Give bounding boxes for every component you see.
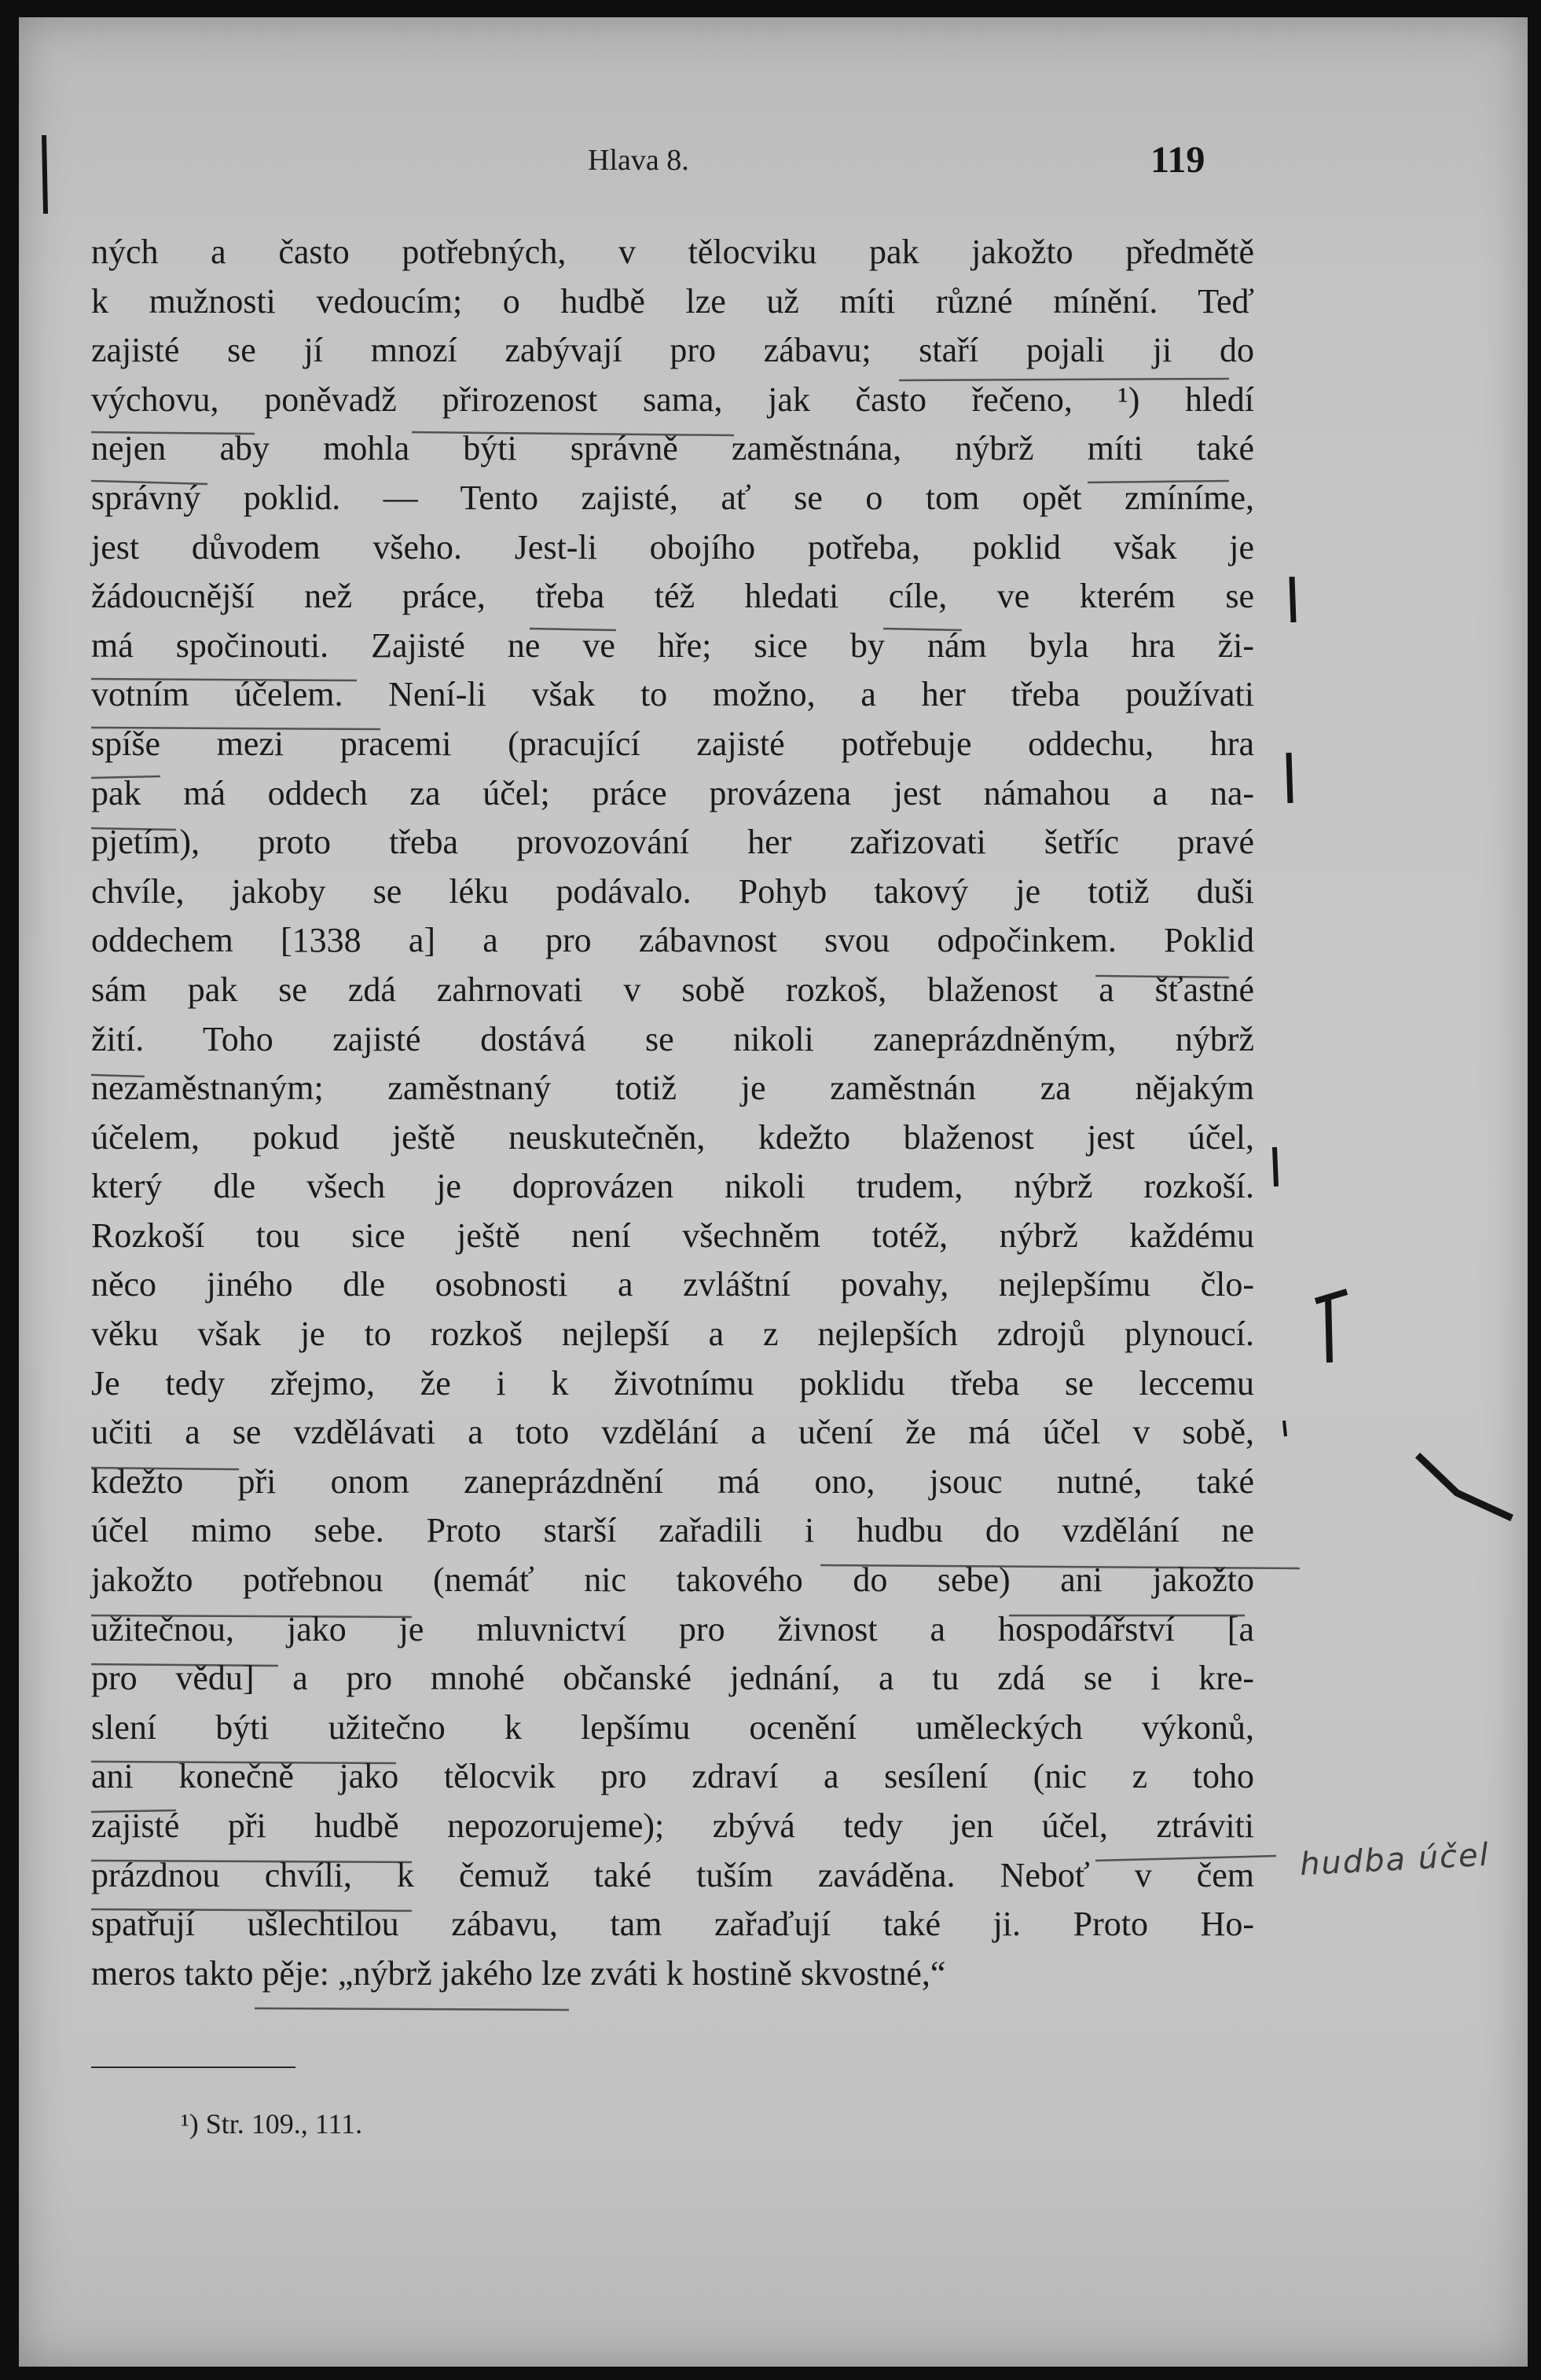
text-line: jest důvodem všeho. Jest-li obojího potřeba, poklid však je	[91, 527, 1254, 567]
text-line: zajisté při hudbě nepozorujeme); zbývá tedy jen účel, ztráviti	[91, 1806, 1254, 1845]
handwritten-margin-note: hudba účel	[1298, 1836, 1491, 1883]
text-line: ných a často potřebných, v tělocviku pak jakožto předmětě	[91, 233, 1254, 271]
text-line: oddechem [1338 a] a pro zábavnost svou odpočinkem. Poklid	[91, 921, 1254, 960]
book-page	[19, 17, 1528, 2367]
text-line: slení býti užitečno k lepšímu ocenění uměleckých výkonů,	[91, 1707, 1254, 1747]
text-line: kdežto při onom zaneprázdnění má ono, jsouc nutné, také	[91, 1461, 1254, 1501]
text-line: žití. Toho zajisté dostává se nikoli zaneprázdněným, nýbrž	[91, 1019, 1254, 1058]
text-line: spíše mezi pracemi (pracující zajisté potřebuje oddechu, hra	[91, 724, 1254, 763]
text-line: Rozkoší tou sice ještě není všechněm totéž, nýbrž každému	[91, 1216, 1254, 1255]
text-line: ani konečně jako tělocvik pro zdraví a sesílení (nic z toho	[91, 1757, 1254, 1796]
page-header	[19, 135, 1528, 198]
text-line: meros takto pěje: „nýbrž jakého lze zváti k hostině skvostné,“	[91, 1953, 946, 1993]
text-line: Je tedy zřejmo, že i k životnímu poklidu třeba se leccemu	[91, 1363, 1254, 1403]
text-line: chvíle, jakoby se léku podávalo. Pohyb takový je totiž duši	[91, 871, 1254, 911]
text-line: výchovu, poněvadž přirozenost sama, jak často řečeno, ¹) hledí	[91, 380, 1254, 419]
margin-stroke	[1284, 1421, 1286, 1436]
text-line: pak má oddech za účel; práce provázena jest námahou a na-	[91, 773, 1254, 812]
text-line: užitečnou, jako je mluvnictví pro živnost a hospodářství [a	[91, 1609, 1254, 1648]
margin-stroke	[1275, 1147, 1276, 1186]
text-line: pjetím), proto třeba provozování her zařizovati šetříc pravé	[91, 823, 1254, 862]
page-number: 119	[1150, 139, 1205, 181]
text-line: správný poklid. — Tento zajisté, ať se o tom opět zmíníme,	[91, 478, 1254, 517]
text-line: prázdnou chvíli, k čemuž také tuším zaváděna. Neboť v čem	[91, 1855, 1254, 1894]
margin-stroke	[1315, 1292, 1347, 1362]
margin-stroke	[1418, 1455, 1512, 1518]
text-line: účel mimo sebe. Proto starší zařadili i hudbu do vzdělání ne	[91, 1511, 1254, 1550]
text-line: votním účelem. Není-li však to možno, a her třeba používati	[91, 675, 1254, 714]
text-line: zajisté se jí mnozí zabývají pro zábavu; staří pojali ji do	[91, 331, 1254, 370]
footnote-rule	[91, 2066, 295, 2068]
margin-stroke	[1289, 753, 1290, 803]
text-line: k mužnosti vedoucím; o hudbě lze už míti různé mínění. Teď	[91, 281, 1254, 321]
footnote: ¹) Str. 109., 111.	[181, 2108, 363, 2140]
margin-stroke	[1292, 577, 1293, 622]
text-line: jakožto potřebnou (nemáť nic takového do sebe) ani jakožto	[91, 1560, 1254, 1600]
text-line: žádoucnější než práce, třeba též hledati cíle, ve kterém se	[91, 577, 1254, 616]
running-head: Hlava 8.	[588, 144, 689, 177]
text-line: učiti a se vzdělávati a toto vzdělání a učení že má účel v sobě,	[91, 1413, 1254, 1452]
text-line: něco jiného dle osobnosti a zvláštní povahy, nejlepšímu člo-	[91, 1265, 1254, 1304]
text-line: sám pak se zdá zahrnovati v sobě rozkoš, blaženost a šťastné	[91, 970, 1254, 1009]
text-line: účelem, pokud ještě neuskutečněn, kdežto blaženost jest účel,	[91, 1117, 1254, 1157]
text-line: nezaměstnaným; zaměstnaný totiž je zaměstnán za nějakým	[91, 1069, 1254, 1108]
text-line: který dle všech je doprovázen nikoli trudem, nýbrž rozkoší.	[91, 1167, 1254, 1206]
text-line: spatřují ušlechtilou zábavu, tam zařaďují také ji. Proto Ho-	[91, 1905, 1254, 1944]
text-line: má spočinouti. Zajisté ne ve hře; sice by nám byla hra ži-	[91, 625, 1254, 665]
text-line: pro vědu] a pro mnohé občanské jednání, a tu zdá se i kre-	[91, 1659, 1254, 1698]
text-line: věku však je to rozkoš nejlepší a z nejlepších zdrojů plynoucí.	[91, 1315, 1254, 1354]
underline-mark	[255, 2008, 569, 2010]
text-line: nejen aby mohla býti správně zaměstnána, nýbrž míti také	[91, 429, 1254, 468]
body-text	[91, 228, 1254, 1998]
